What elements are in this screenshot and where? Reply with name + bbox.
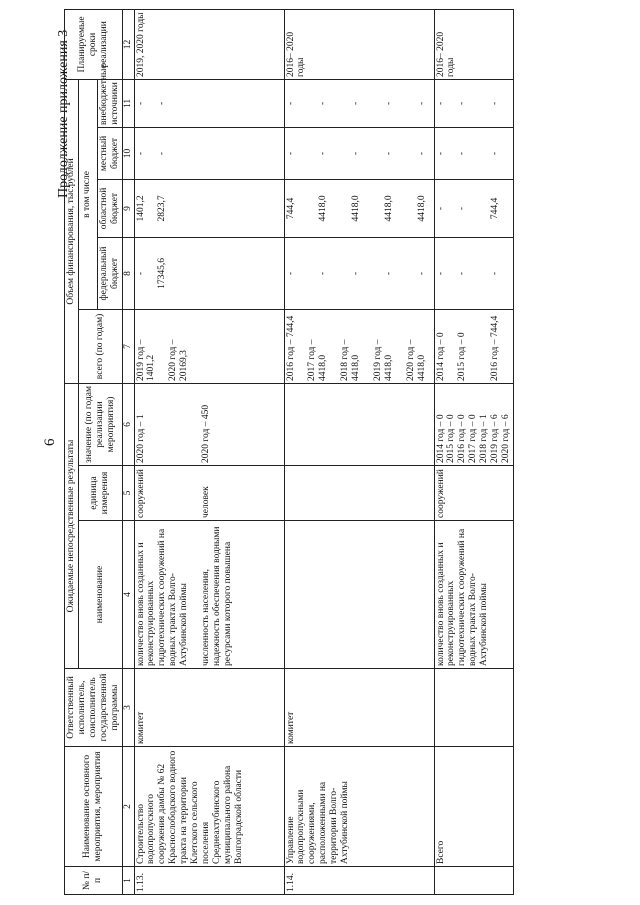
row-fin-regional: - - 744,4 [434,179,513,237]
col-number: 10 [122,127,134,179]
row-result-unit: сооружений человек [134,466,284,521]
col-number: 7 [122,309,134,383]
header-res-name: наименование [78,521,122,669]
row-name: Строительство водопропускного сооружения дамбы № 62 Краснослободского водного тракта на территории Клетского сельского поселения Среднеахтубинского муниципального района Волгоградской области [134,747,284,867]
row-fin-extra: - - - [434,79,513,127]
row-fin-total: 2014 год – 0 2015 год – 0 2016 год – 744,4 [434,309,513,383]
row-num [434,867,513,895]
header-fin-extra: внебюджетные источники [97,79,122,127]
row-result-unit: сооружений [434,466,513,521]
col-number: 9 [122,179,134,237]
row-result-value [284,383,434,465]
row-result-name: количество вновь созданных и реконструированных гидротехнических сооружений на водных трактах Волго-Ахтубинской поймы [434,521,513,669]
row-result-name: количество вновь созданных и реконструированных гидротехнических сооружений на водных трактах Волго-Ахтубинской поймы численность населения, надежность обеспечения водными ресурсами которого повышена [134,521,284,669]
row-fin-federal: - - - - - [284,237,434,309]
table-row [434,9,513,894]
row-num: 1.13. [134,867,284,895]
header-fin-federal: федеральный бюджет [97,237,122,309]
row-fin-local: - - - [434,127,513,179]
table-row [134,9,284,894]
row-planned: 2016– 2020 годы [434,9,513,79]
row-name: Всего [434,747,513,867]
header-executor: Ответственный исполнитель, соисполнитель государственной программы [65,669,123,747]
row-fin-regional: 1401,2 2823,7 [134,179,284,237]
row-fin-total: 2019 год – 1401,2 2020 год – 20169,3 [134,309,284,383]
header-fin-local: местный бюджет [97,127,122,179]
row-fin-regional: 744,4 4418,0 4418,0 4418,0 4418,0 [284,179,434,237]
row-executor: комитет [134,669,284,747]
row-result-value: 2014 год – 0 2015 год – 0 2016 год – 0 2017 год – 0 2018 год – 1 2019 год – 6 2020 год – 6 [434,383,513,465]
col-number: 3 [122,669,134,747]
col-number: 5 [122,466,134,521]
page-number: 6 [42,438,58,446]
row-num: 1.14. [284,867,434,895]
row-fin-total: 2016 год – 744,4 2017 год – 4418,0 2018 год – 4418,0 2019 год – 4418,0 2020 год – 4418,0 [284,309,434,383]
col-number: 1 [122,867,134,895]
row-fin-extra: - - - - - [284,79,434,127]
row-executor [434,669,513,747]
header-results-group: Ожидаемые непосредственные результаты [65,383,79,668]
column-number-row [122,9,134,894]
header-fin-regional: областной бюджет [97,179,122,237]
header-planned: Планируемые сроки реализации [65,9,123,79]
program-table [64,9,514,895]
row-fin-local: - - [134,127,284,179]
col-number: 4 [122,521,134,669]
row-executor: комитет [284,669,434,747]
col-number: 8 [122,237,134,309]
row-planned: 2016– 2020 годы [284,9,434,79]
row-name: Управление водопропускными сооружениями, расположенными на территории Волго-Ахтубинской поймы [284,747,434,867]
row-fin-local: - - - - - [284,127,434,179]
row-planned: 2019, 2020 годы [134,9,284,79]
col-number: 6 [122,383,134,465]
col-number: 2 [122,747,134,867]
rotated-sheet [64,10,634,895]
header-name: Наименование основного мероприятия, мероприятия [65,747,123,867]
row-fin-federal: - - - [434,237,513,309]
col-number: 11 [122,79,134,127]
row-fin-extra: - - [134,79,284,127]
col-number: 12 [122,9,134,79]
header-num: № п/п [65,867,123,895]
header-incl: в том числе [78,79,97,309]
row-result-unit [284,466,434,521]
header-fin-total: всего (по годам) [78,309,122,383]
header-res-unit: единица измерения [78,466,122,521]
row-fin-federal: - 17345,6 [134,237,284,309]
header-finance-group: Объем финансирования, тыс.рублей [65,79,79,383]
continuation-title: Продолжение приложения 3 [56,29,71,198]
header-res-value: значение (по годам реализации мероприятия) [78,383,122,465]
row-result-value: 2020 год – 1 2020 год – 450 [134,383,284,465]
row-result-name [284,521,434,669]
table-row [284,9,434,894]
